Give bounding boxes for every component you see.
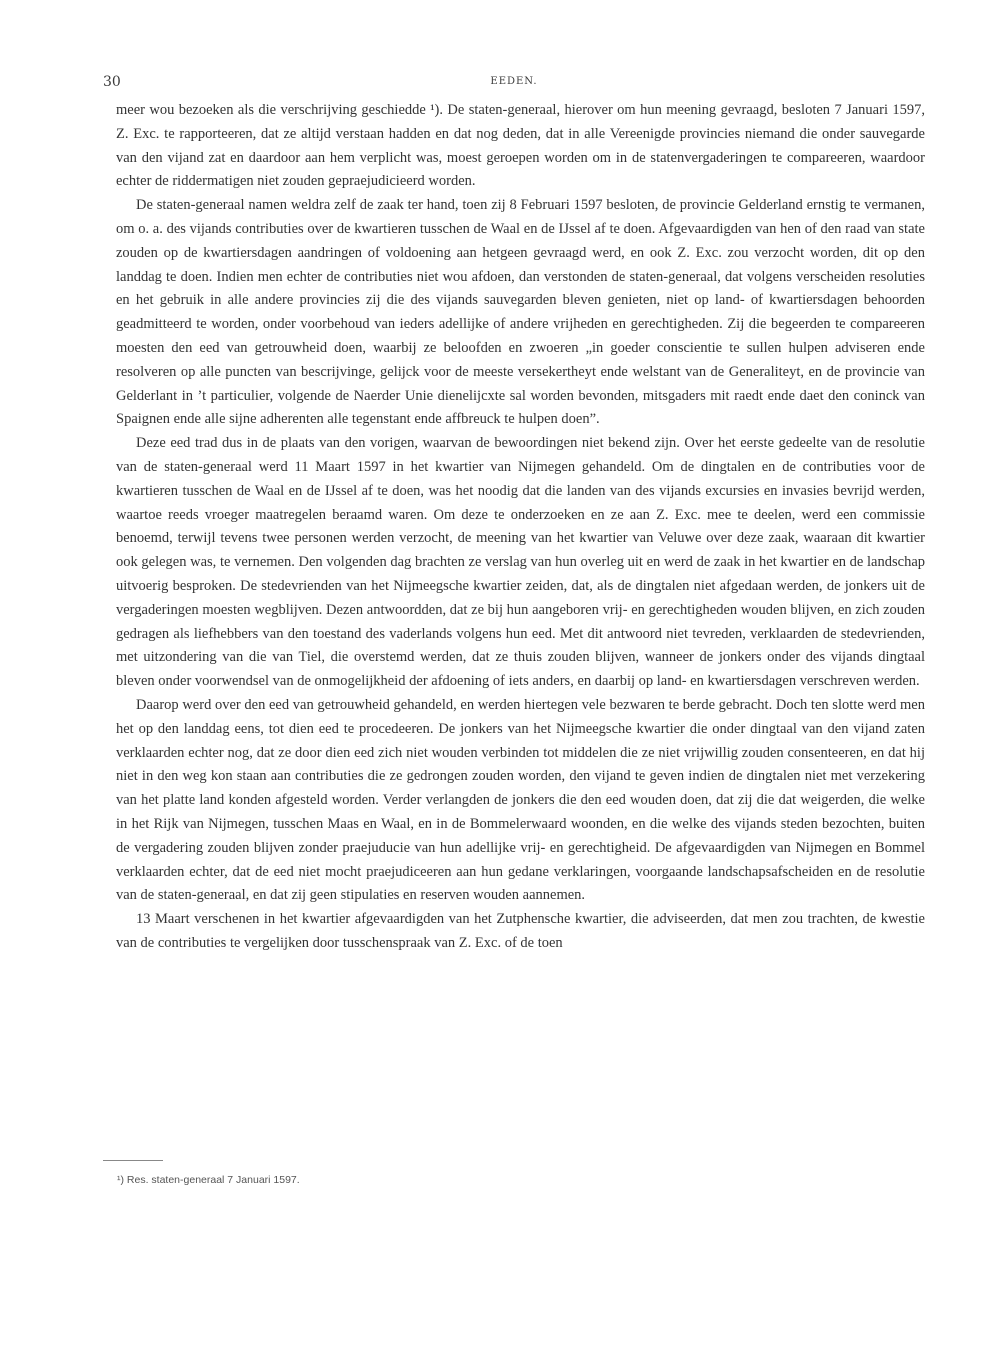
running-head: EEDEN. [490, 76, 538, 87]
paragraph: Daarop werd over den eed van getrouwheid gehandeld, en werden hiertegen vele bezwaren te berde gebracht. Doch ten slotte werd men het op den landdag eens, tot dien eed te procedeeren. De jonkers van het Nijmeegsche kwartier die onder dingtaal van den vijand zaten verklaarden echter nog, dat ze door dien eed zich niet wouden verbinden tot middelen die ze niet vrijwillig zouden consenteeren, en dat hij niet in den weg kon staan aan contributies die ze gedrongen zouden worden, den vijand te geven indien de dingtalen niet met verzekering van het platte land konden afgesteld worden. Verder verlangden de jonkers die den eed wouden doen, dat zij die dat weigerden, die welke in het Rijk van Nijmegen, tusschen Maas en Waal, en in de Bommelerwaard woonden, en die welke des vijands steden bezochten, buiten de vergadering zouden blijven zonder praejuducie van hun adellijke vrij- en gerechtigheid. De afgevaardigden van Nijmegen en Bommel verklaarden echter, dat de eed niet mocht praejudiceeren aan hun gedane verklaringen, voorgaande landschapsafscheiden en de resolutie van de staten-generaal, en dat zij geen stipulaties en reserven wouden aannemen. [116, 696, 925, 904]
paragraph: 13 Maart verschenen in het kwartier afgevaardigden van het Zutphensche kwartier, die adviseerden, dat men zou trachten, de kwestie van de contributies te vergelijken door tusschenspraak van Z. Exc. of de toen [116, 911, 925, 951]
paragraph: Deze eed trad dus in de plaats van den vorigen, waarvan de bewoordingen niet bekend zijn. Over het eerste gedeelte van de resolutie van de staten-generaal werd 11 Maart 1597 in het kwartier van Nijmegen gehandeld. Om de dingtalen en de contributies voor de kwartieren tusschen de Waal en de IJssel af te doen, was het noodig dat die landen van des vijands excursies en invasies bevrijd werden, waartoe reeds vroeger maatregelen beraamd waren. Om deze te onderzoeken en ze aan Z. Exc. mee te deelen, werd een commissie benoemd, terwijl tevens twee personen werden verzocht, de meening van het kwartier van Veluwe over deze zaak, waaraan dit kwartier ook gelegen was, te vernemen. Den volgenden dag brachten ze verslag van hun overleg uit en werd de zaak in het kwartier en de landschap uitvoerig besproken. De stedevrienden van het Nijmeegsche kwartier zeiden, dat, als de dingtalen niet afgedaan werden, de jonkers uit de vergaderingen moesten wegblijven. Dezen antwoordden, dat ze bij hun aangeboren vrij- en gerechtigheden wouden blijven, en zich zouden gedragen als liefhebbers van den toestand des vaderlands volgens hun eed. Met dit antwoord niet tevreden, verklaarden de stedevrienden, met uitzondering van die van Tiel, die overstemd werden, dat ze thuis zouden blijven, wanneer de jonkers onder des vijands dingtaal bleven onder voorwendsel van de onmogelijkheid der afdoening of iets anders, en daarbij op land- en kwartiersdagen verschreven werden. [116, 435, 925, 690]
page-number: 30 [103, 74, 121, 90]
body-text [116, 99, 925, 956]
page-header [103, 74, 925, 94]
footnote: ¹) Res. staten-generaal 7 Januari 1597. [117, 1174, 300, 1186]
paragraph: De staten-generaal namen weldra zelf de zaak ter hand, toen zij 8 Februari 1597 besloten, de provincie Gelderland ernstig te vermanen, om o. a. des vijands contributies over de kwartieren tusschen de Waal en de IJssel af te doen. Afgevaardigden van hen of den raad van state zouden op de kwartiersdagen aandringen of voldoening aan hetgeen gevraagd werd, en ook Z. Exc. zou verzocht worden, dit op den landdag te doen. Indien men echter de contributies niet wou afdoen, dan verstonden de staten-generaal, dat volgens verscheiden resoluties en het gebruik in alle andere provincies zij die des vijands sauvegarden bleven genieten, niet op land- of kwartiersdagen behoorden geadmitteerd te worden, onder voorbehoud van ieders adellijke of andere vrijheden en gerechtigheden. Zij die begeerden te compareeren moesten den eed van getrouwheid doen, waarbij ze beloofden en zwoeren „in goeder conscientie te sullen hulpen adviseren ende resolveren op alle puncten van bescrijvinge, gelijck voor de meeste versekertheyt ende welstant van de Generaliteyt, en de provincie van Gelderlant in ’t particulier, volgende de Naerder Unie dienelijcxte sal worden bevonden, mitsgaders mit raedt ende daet den coninck van Spaignen ende alle sijne adherenten alle tegenstant ende affbreuck te hulpen doen”. [116, 197, 925, 428]
footnote-rule [103, 1160, 163, 1161]
paragraph: meer wou bezoeken als die verschrijving geschiedde ¹). De staten-generaal, hierover om hun meening gevraagd, besloten 7 Januari 1597, Z. Exc. te rapporteeren, dat ze altijd verstaan hadden en dat nog deden, dat in alle Vereenigde provincies niemand die onder sauvegarde van den vijand zat en daardoor aan hem verplicht was, moest geroepen worden om in de statenvergaderingen te compareeren, waardoor echter de riddermatigen niet zouden gepraejudicieerd worden. [116, 102, 925, 190]
